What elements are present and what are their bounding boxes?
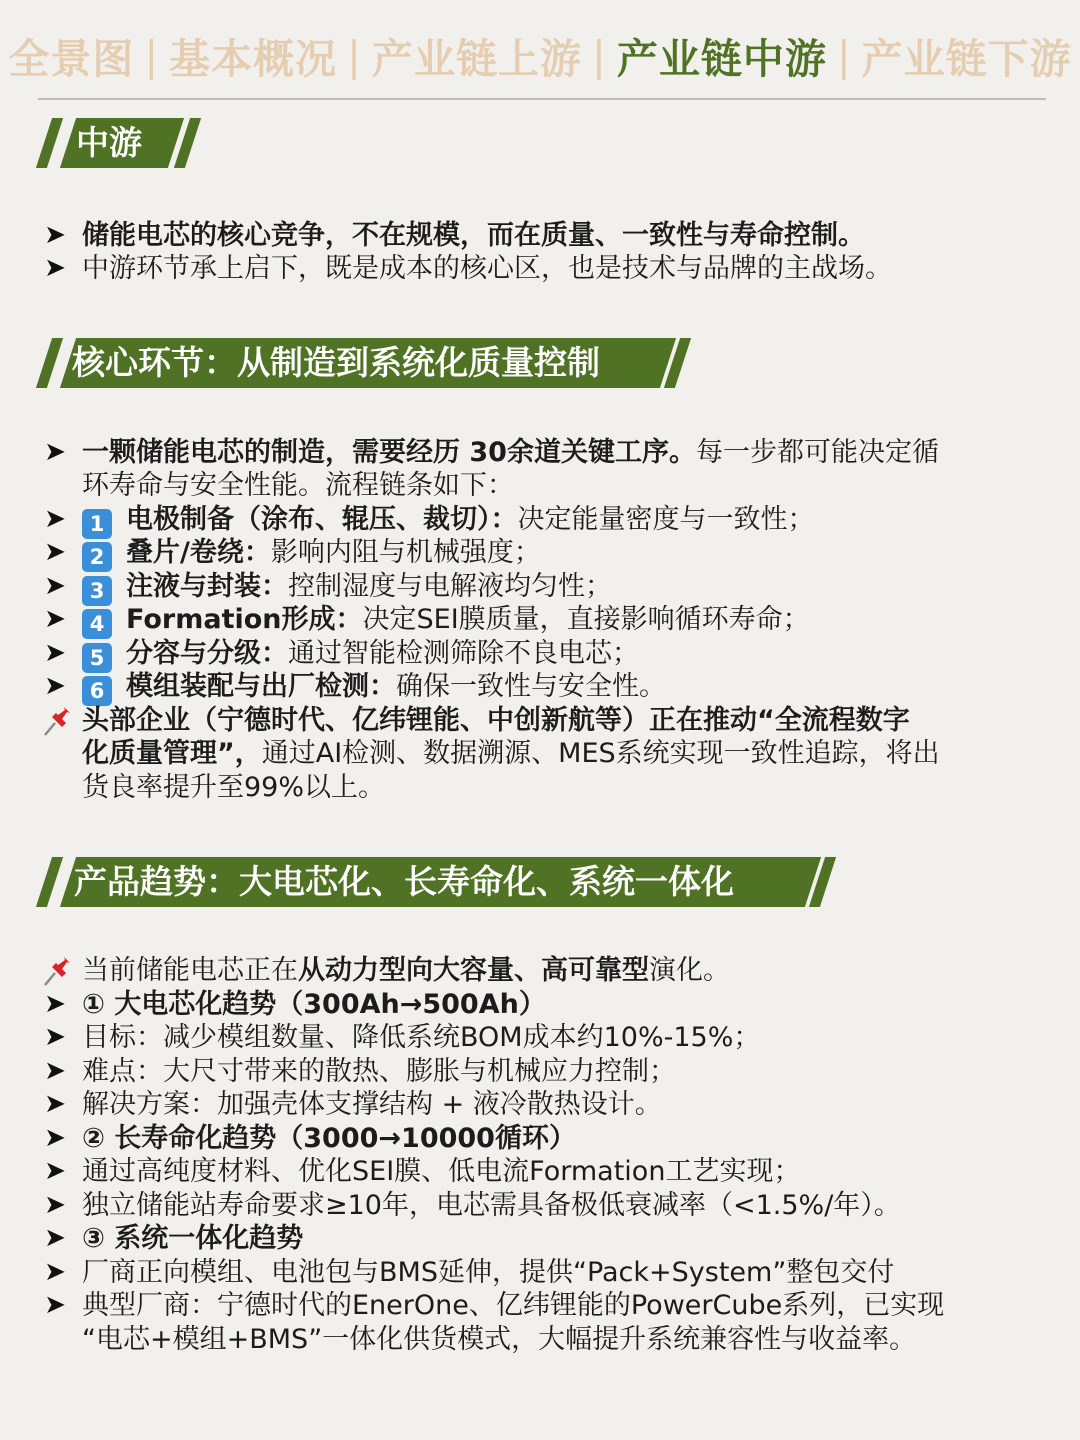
note-line-2-bold: 化质量管理”，: [82, 738, 262, 769]
section-banner-midstream: [38, 118, 198, 168]
arrow-bullet-icon: ➤: [44, 1290, 66, 1320]
pushpin-icon: [40, 954, 74, 988]
step-text: 决定能量密度与一致性；: [517, 504, 815, 535]
section-banner-core: [38, 338, 688, 388]
arrow-bullet-icon: ➤: [44, 1022, 66, 1052]
nav-tab-basics[interactable]: 基本概况: [169, 35, 338, 83]
arrow-bullet-icon: ➤: [44, 537, 66, 567]
arrow-bullet-icon: ➤: [44, 1089, 66, 1119]
trend-heading-2: ② 长寿命化趋势（3000→10000循环）: [82, 1123, 576, 1154]
section-title-core: 核心环节：从制造到系统化质量控制: [72, 343, 600, 382]
arrow-bullet-icon: ➤: [44, 1156, 66, 1186]
trend-intro-bold: 从动力型向大容量、高可靠型: [298, 955, 649, 986]
core-intro-rest: 每一步都可能决定循: [695, 437, 939, 468]
arrow-bullet-icon: ➤: [44, 1223, 66, 1253]
trend-last-cont: “电芯+模组+BMS”一体化供货模式，大幅提升系统兼容性与收益率。: [82, 1324, 917, 1355]
arrow-bullet-icon: ➤: [44, 638, 66, 668]
step-title: 叠片/卷绕：: [126, 537, 271, 568]
note-line-3: 货良率提升至99%以上。: [82, 772, 386, 803]
keycap-6-icon: 6: [82, 676, 112, 706]
core-intro-bold: 一颗储能电芯的制造，需要经历 30余道关键工序。: [82, 437, 696, 468]
arrow-bullet-icon: ➤: [44, 253, 66, 283]
step-text: 影响内阻与机械强度；: [270, 537, 541, 568]
nav-separator: |: [592, 31, 607, 80]
arrow-bullet-icon: ➤: [44, 671, 66, 701]
arrow-bullet-icon: ➤: [44, 989, 66, 1019]
step-title: 模组装配与出厂检测：: [126, 671, 396, 702]
nav-separator: |: [836, 31, 852, 80]
step-text: 通过智能检测筛除不良电芯；: [288, 638, 639, 669]
arrow-bullet-icon: ➤: [44, 504, 66, 534]
arrow-bullet-icon: ➤: [44, 604, 66, 634]
keycap-1-icon: 1: [82, 509, 112, 539]
keycap-2-icon: 2: [82, 542, 112, 572]
nav-tab-downstream[interactable]: 产业链下游: [861, 35, 1072, 83]
midstream-line-2: 中游环节承上启下，既是成本的核心区，也是技术与品牌的主战场。: [82, 253, 892, 284]
arrow-bullet-icon: ➤: [44, 220, 66, 250]
trend-line: 解决方案：加强壳体支撑结构 + 液冷散热设计。: [82, 1089, 662, 1120]
trend-heading-3: ③ 系统一体化趋势: [82, 1223, 304, 1254]
keycap-4-icon: 4: [82, 609, 112, 639]
nav-tab-overview[interactable]: 全景图: [8, 35, 135, 83]
trend-heading-1: ① 大电芯化趋势（300Ah→500Ah）: [82, 989, 546, 1020]
top-nav: [0, 26, 1080, 85]
arrow-bullet-icon: ➤: [44, 1056, 66, 1086]
trend-intro-c: 演化。: [649, 955, 730, 986]
trend-line: 典型厂商：宁德时代的EnerOne、亿纬锂能的PowerCube系列，已实现: [82, 1290, 945, 1321]
step-text: 确保一致性与安全性。: [396, 671, 666, 702]
keycap-3-icon: 3: [82, 576, 112, 606]
trend-line: 难点：大尺寸带来的散热、膨胀与机械应力控制；: [82, 1056, 676, 1087]
trend-line: 通过高纯度材料、优化SEI膜、低电流Formation工艺实现；: [82, 1156, 801, 1187]
step-text: 决定SEI膜质量，直接影响循环寿命；: [362, 604, 810, 635]
arrow-bullet-icon: ➤: [44, 437, 66, 467]
note-line-2-rest: 通过AI检测、数据溯源、MES系统实现一致性追踪，将出: [261, 738, 940, 769]
step-title: 分容与分级：: [126, 638, 288, 669]
nav-separator: |: [347, 31, 362, 80]
trend-line: 目标：减少模组数量、降低系统BOM成本约10%-15%；: [82, 1022, 761, 1053]
nav-separator: |: [144, 31, 160, 80]
nav-divider: [38, 98, 1046, 100]
trend-line: 厂商正向模组、电池包与BMS延伸，提供“Pack+System”整包交付: [82, 1257, 895, 1288]
trend-intro-a: 当前储能电芯正在: [82, 955, 298, 986]
step-title: Formation形成：: [126, 604, 363, 635]
nav-tab-upstream[interactable]: 产业链上游: [372, 35, 582, 83]
trend-line: 独立储能站寿命要求≥10年，电芯需具备极低衰减率（<1.5%/年）。: [82, 1190, 901, 1221]
section-banner-trend: [38, 857, 833, 907]
step-title: 电极制备（涂布、辊压、裁切）：: [126, 504, 518, 535]
core-intro-cont: 环寿命与安全性能。流程链条如下：: [82, 470, 514, 501]
note-line-1: 头部企业（宁德时代、亿纬锂能、中创新航等）正在推动“全流程数字: [82, 705, 910, 736]
step-text: 控制湿度与电解液均匀性；: [288, 571, 612, 602]
section-title-midstream: 中游: [76, 123, 142, 162]
arrow-bullet-icon: ➤: [44, 1190, 66, 1220]
midstream-line-1: 储能电芯的核心竞争，不在规模，而在质量、一致性与寿命控制。: [82, 220, 865, 251]
arrow-bullet-icon: ➤: [44, 1257, 66, 1287]
banner-slash-left: [36, 857, 63, 907]
arrow-bullet-icon: ➤: [44, 571, 66, 601]
step-title: 注液与封装：: [126, 571, 288, 602]
arrow-bullet-icon: ➤: [44, 1123, 66, 1153]
banner-slash-left: [36, 338, 63, 388]
keycap-5-icon: 5: [82, 643, 112, 673]
nav-tab-midstream[interactable]: 产业链中游: [616, 35, 827, 83]
banner-slash-left: [36, 118, 63, 168]
section-title-trend: 产品趋势：大电芯化、长寿命化、系统一体化: [74, 862, 734, 901]
pushpin-icon: [40, 704, 74, 738]
